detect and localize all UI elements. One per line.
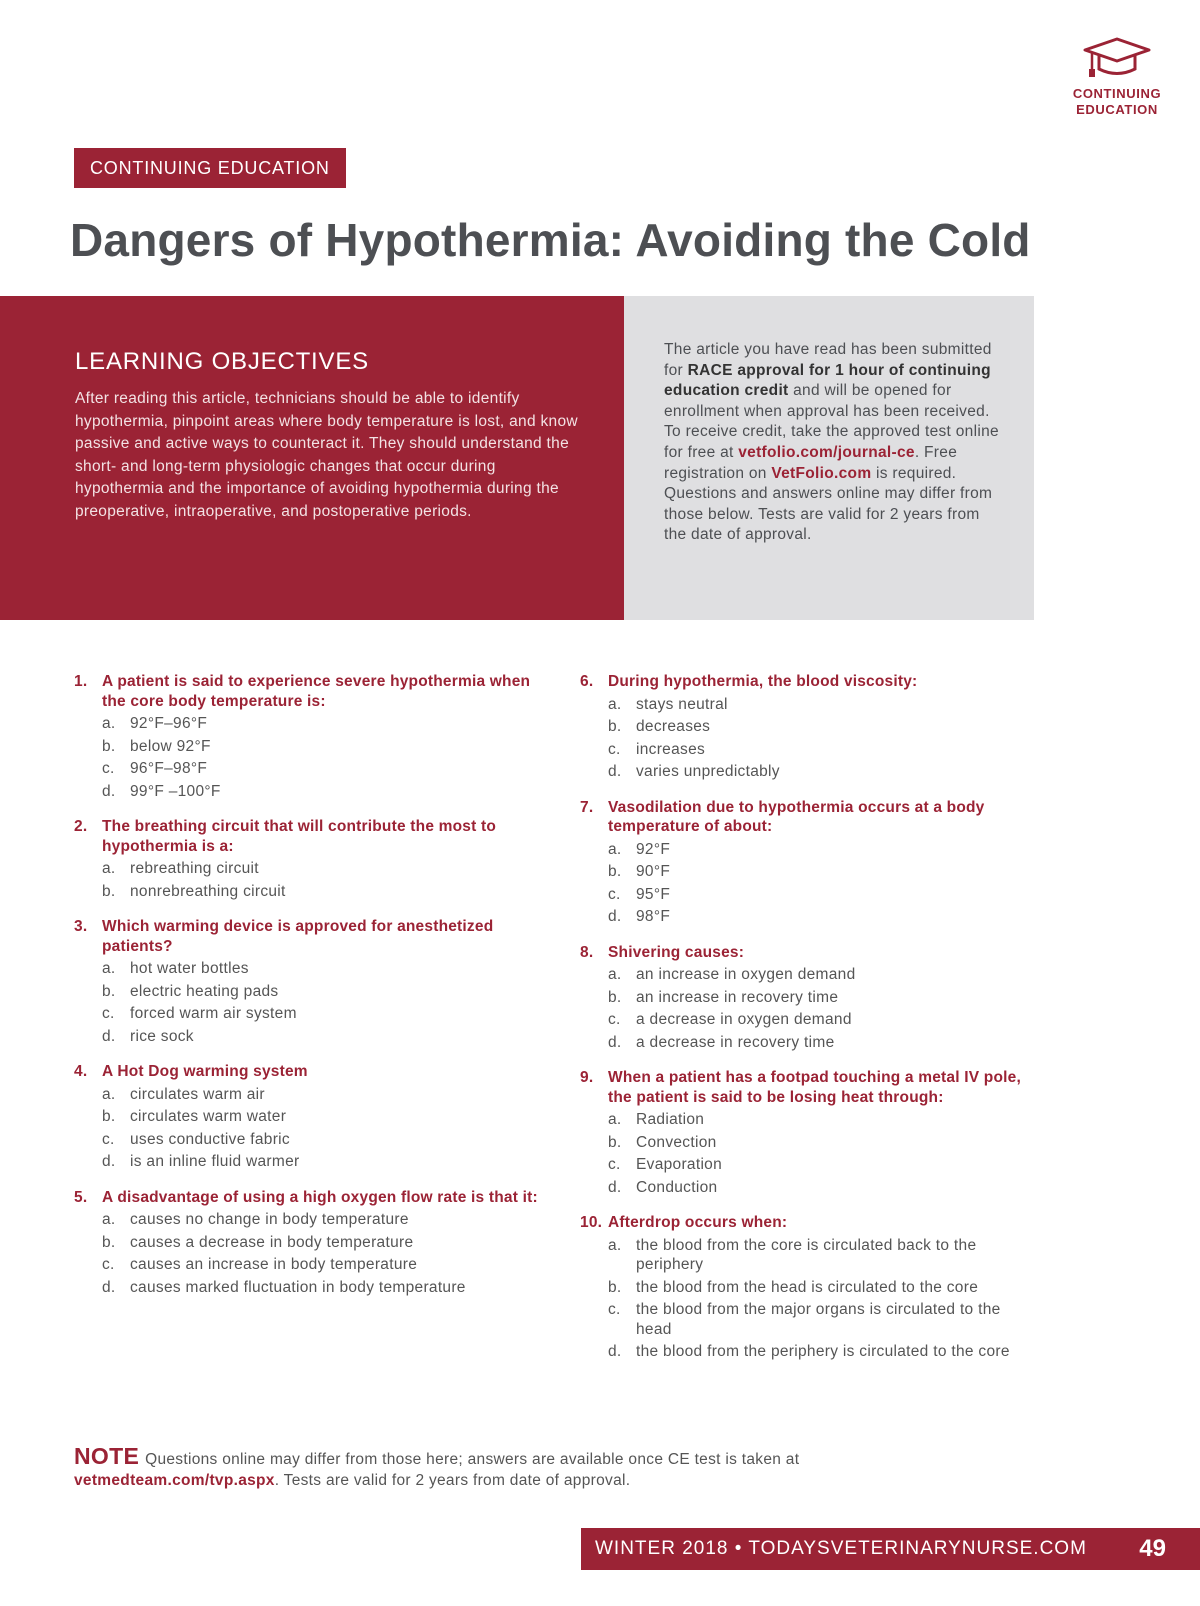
answer-letter: b. (102, 737, 116, 755)
question-text: The breathing circuit that will contribute the most to hypothermia is a: (102, 818, 497, 855)
question-header (74, 1188, 544, 1208)
learning-objectives-panel (0, 296, 624, 620)
question-number: 7. (580, 798, 594, 816)
answer-letter: b. (608, 1278, 622, 1296)
answer-option (608, 762, 1040, 782)
answer-option (608, 1300, 1040, 1339)
answer-letter: c. (608, 1301, 621, 1318)
question-number: 4. (74, 1063, 88, 1080)
answer-option (102, 1210, 544, 1230)
answer-letter: a. (608, 840, 622, 858)
answer-letter: b. (608, 718, 622, 735)
answer-text: circulates warm air (130, 1085, 265, 1103)
question-item (580, 1068, 1040, 1197)
answer-text: Radiation (636, 1111, 705, 1128)
answer-text: 99°F –100°F (130, 782, 221, 800)
answer-option (608, 695, 1040, 715)
answer-list (102, 959, 544, 1046)
answer-text: 96°F–98°F (130, 760, 208, 777)
answer-letter: a. (102, 715, 116, 732)
learning-objectives-text: After reading this article, technicians should be able to identify hypothermia, pinpoint areas where body temperature is lost, and know passive and active ways to counteract it. They should understand the short- and long-term physiologic changes that occur during hypothermia and the importance of avoiding hypothermia during the preoperative, intraoperative, and postoperative periods. (75, 390, 578, 520)
answer-letter: b. (102, 1108, 116, 1125)
answer-text: circulates warm water (130, 1108, 287, 1125)
question-number: 2. (74, 818, 88, 835)
answer-option (102, 759, 544, 779)
question-item (580, 798, 1040, 927)
page-title: Dangers of Hypothermia: Avoiding the Cold (70, 214, 1031, 266)
answer-letter: d. (102, 1278, 116, 1296)
race-approval-panel (624, 296, 1034, 620)
answer-option (608, 1133, 1040, 1153)
answer-text: causes a decrease in body temperature (130, 1233, 414, 1251)
answer-letter: a. (608, 1111, 622, 1128)
answer-text: forced warm air system (130, 1005, 297, 1022)
race-text-2: and will be opened for enrollment when approval has been received. To receive credit, take the approved test online for free at (664, 382, 999, 461)
answer-letter: d. (102, 1027, 116, 1045)
question-item (74, 817, 544, 901)
answer-letter: d. (102, 1153, 116, 1170)
answer-text: an increase in recovery time (636, 988, 839, 1006)
answer-option (102, 714, 544, 734)
answer-option (608, 840, 1040, 860)
answer-letter: d. (608, 1033, 622, 1051)
question-item (74, 917, 544, 1046)
badge-label-line2: EDUCATION (1076, 102, 1158, 117)
answer-text: causes marked fluctuation in body temperature (130, 1278, 466, 1296)
answer-text: nonrebreathing circuit (130, 882, 286, 900)
answer-letter: a. (608, 966, 622, 983)
answer-letter: c. (608, 885, 621, 903)
answer-text: a decrease in recovery time (636, 1033, 835, 1051)
answer-letter: d. (608, 1343, 622, 1360)
answer-text: rice sock (130, 1027, 194, 1045)
question-text: Which warming device is approved for anesthetized patients? (102, 918, 494, 955)
note-section (74, 1443, 974, 1491)
race-text-4: is required. Questions and answers online may differ from those below. Tests are valid for 2 years from the date of approval. (664, 464, 993, 544)
answer-text: Convection (636, 1133, 717, 1151)
answer-text: hot water bottles (130, 960, 249, 977)
answer-text: causes an increase in body temperature (130, 1256, 418, 1273)
answer-option (102, 859, 544, 879)
answer-text: uses conductive fabric (130, 1130, 290, 1148)
question-item (580, 943, 1040, 1053)
question-text: During hypothermia, the blood viscosity: (608, 673, 918, 690)
answer-text: 90°F (636, 863, 671, 880)
question-item (74, 1062, 544, 1172)
answer-option (102, 1233, 544, 1253)
answer-option (608, 717, 1040, 737)
answer-letter: b. (608, 1133, 622, 1151)
answer-letter: b. (608, 988, 622, 1006)
question-number: 8. (580, 943, 594, 961)
answer-letter: c. (102, 1005, 115, 1022)
answer-text: 95°F (636, 885, 671, 903)
answer-list (102, 859, 544, 901)
question-text: A Hot Dog warming system (102, 1063, 308, 1080)
learning-objectives-heading: LEARNING OBJECTIVES (75, 348, 369, 375)
note-text-2: . Tests are valid for 2 years from date of approval. (274, 1472, 631, 1489)
question-header (580, 943, 1040, 963)
answer-text: Evaporation (636, 1156, 723, 1173)
answer-letter: d. (608, 908, 622, 925)
answer-text: the blood from the major organs is circulated to the head (636, 1301, 1001, 1338)
answer-option (102, 1130, 544, 1150)
answer-option (608, 1155, 1040, 1175)
answer-letter: c. (102, 1130, 115, 1148)
answer-letter: a. (608, 1236, 622, 1254)
answer-text: 98°F (636, 908, 671, 925)
answer-text: the blood from the periphery is circulated to the core (636, 1343, 1010, 1360)
question-header (74, 672, 544, 711)
vetfolio-journal-link[interactable]: vetfolio.com/journal-ce (738, 443, 915, 461)
answer-text: varies unpredictably (636, 763, 780, 780)
answer-option (608, 862, 1040, 882)
answer-text: rebreathing circuit (130, 860, 259, 877)
answer-text: 92°F (636, 840, 671, 858)
answer-option (608, 1342, 1040, 1362)
note-text-1: Questions online may differ from those here; answers are available once CE test is taken at (145, 1451, 800, 1468)
answer-option (102, 1278, 544, 1298)
question-text: Shivering causes: (608, 943, 745, 961)
answer-list (608, 840, 1040, 927)
answer-letter: c. (102, 1256, 115, 1273)
question-text: A disadvantage of using a high oxygen flow rate is that it: (102, 1188, 538, 1206)
answer-letter: b. (102, 882, 116, 900)
question-text: A patient is said to experience severe hypothermia when the core body temperature is: (102, 673, 531, 710)
answer-list (608, 695, 1040, 782)
page-footer (581, 1528, 1200, 1570)
answer-list (608, 1110, 1040, 1197)
question-number: 1. (74, 673, 88, 690)
answer-option (102, 1107, 544, 1127)
answer-option (608, 965, 1040, 985)
question-number: 5. (74, 1188, 88, 1206)
answer-letter: b. (102, 1233, 116, 1251)
answer-list (102, 714, 544, 801)
answer-option (102, 1027, 544, 1047)
question-header (74, 1062, 544, 1082)
answer-text: the blood from the head is circulated to the core (636, 1278, 979, 1296)
answer-text: electric heating pads (130, 982, 279, 1000)
answer-option (102, 1004, 544, 1024)
answer-letter: d. (102, 782, 116, 800)
question-text: Afterdrop occurs when: (608, 1214, 788, 1231)
answer-letter: a. (102, 860, 116, 877)
answer-letter: b. (608, 863, 622, 880)
question-header (580, 798, 1040, 837)
answer-option (102, 1255, 544, 1275)
answer-text: increases (636, 740, 706, 758)
answer-letter: d. (608, 763, 622, 780)
answer-option (102, 1085, 544, 1105)
answer-option (102, 737, 544, 757)
question-item (580, 672, 1040, 782)
questions-left-column (74, 672, 544, 1313)
question-item (74, 1188, 544, 1298)
answer-list (608, 1236, 1040, 1362)
answer-text: 92°F–96°F (130, 715, 208, 732)
answer-option (608, 1236, 1040, 1275)
continuing-education-badge (1062, 36, 1172, 118)
answer-option (608, 1178, 1040, 1198)
page-number: 49 (1139, 1535, 1166, 1562)
answer-letter: d. (608, 1178, 622, 1196)
answer-text: an increase in oxygen demand (636, 966, 856, 983)
question-item (74, 672, 544, 801)
answer-text: decreases (636, 718, 711, 735)
answer-option (608, 1278, 1040, 1298)
note-label: NOTE (74, 1443, 140, 1469)
answer-option (608, 988, 1040, 1008)
footer-issue-text: WINTER 2018 • TODAYSVETERINARYNURSE.COM (595, 1538, 1087, 1559)
question-number: 10. (580, 1214, 603, 1231)
vetfolio-link[interactable]: VetFolio.com (771, 464, 872, 482)
answer-option (608, 740, 1040, 760)
vetmedteam-link[interactable]: vetmedteam.com/tvp.aspx (74, 1472, 275, 1489)
answer-option (102, 782, 544, 802)
answer-letter: a. (102, 960, 116, 977)
answer-text: Conduction (636, 1178, 718, 1196)
answer-option (608, 1010, 1040, 1030)
question-number: 6. (580, 673, 594, 690)
question-header (74, 817, 544, 856)
answer-list (102, 1210, 544, 1297)
answer-option (608, 1033, 1040, 1053)
question-header (74, 917, 544, 956)
answer-text: the blood from the core is circulated back to the periphery (636, 1236, 977, 1273)
answer-letter: c. (102, 760, 115, 777)
race-text-3: . Free registration on (664, 443, 958, 482)
answer-list (102, 1085, 544, 1172)
question-number: 3. (74, 918, 88, 935)
answer-letter: b. (102, 982, 116, 1000)
answer-text: a decrease in oxygen demand (636, 1011, 852, 1028)
answer-text: below 92°F (130, 737, 211, 755)
question-text: When a patient has a footpad touching a metal IV pole, the patient is said to be losing heat through: (608, 1069, 1021, 1106)
answer-text: stays neutral (636, 695, 728, 713)
answer-letter: c. (608, 1011, 621, 1028)
badge-label-line1: CONTINUING (1072, 86, 1162, 101)
answer-option (102, 959, 544, 979)
question-header (580, 672, 1040, 692)
answer-list (608, 965, 1040, 1052)
answer-letter: c. (608, 740, 621, 758)
answer-option (102, 982, 544, 1002)
answer-option (608, 885, 1040, 905)
question-header (580, 1068, 1040, 1107)
questions-right-column (580, 672, 1040, 1378)
answer-letter: a. (102, 1211, 116, 1228)
answer-option (608, 907, 1040, 927)
answer-option (102, 882, 544, 902)
race-text-1: The article you have read has been submitted for (664, 341, 992, 379)
section-tag: CONTINUING EDUCATION (74, 148, 346, 188)
graduation-cap-icon (1082, 36, 1152, 80)
answer-option (102, 1152, 544, 1172)
answer-letter: c. (608, 1156, 621, 1173)
race-bold-credit: RACE approval for 1 hour of continuing education credit (664, 361, 991, 400)
question-text: Vasodilation due to hypothermia occurs at a body temperature of about: (608, 798, 985, 835)
answer-letter: a. (102, 1085, 116, 1103)
question-item (580, 1213, 1040, 1362)
answer-text: is an inline fluid warmer (130, 1153, 300, 1170)
race-approval-text (664, 340, 1004, 546)
answer-option (608, 1110, 1040, 1130)
question-number: 9. (580, 1069, 594, 1086)
answer-text: causes no change in body temperature (130, 1211, 409, 1228)
answer-letter: a. (608, 695, 622, 713)
question-header (580, 1213, 1040, 1233)
